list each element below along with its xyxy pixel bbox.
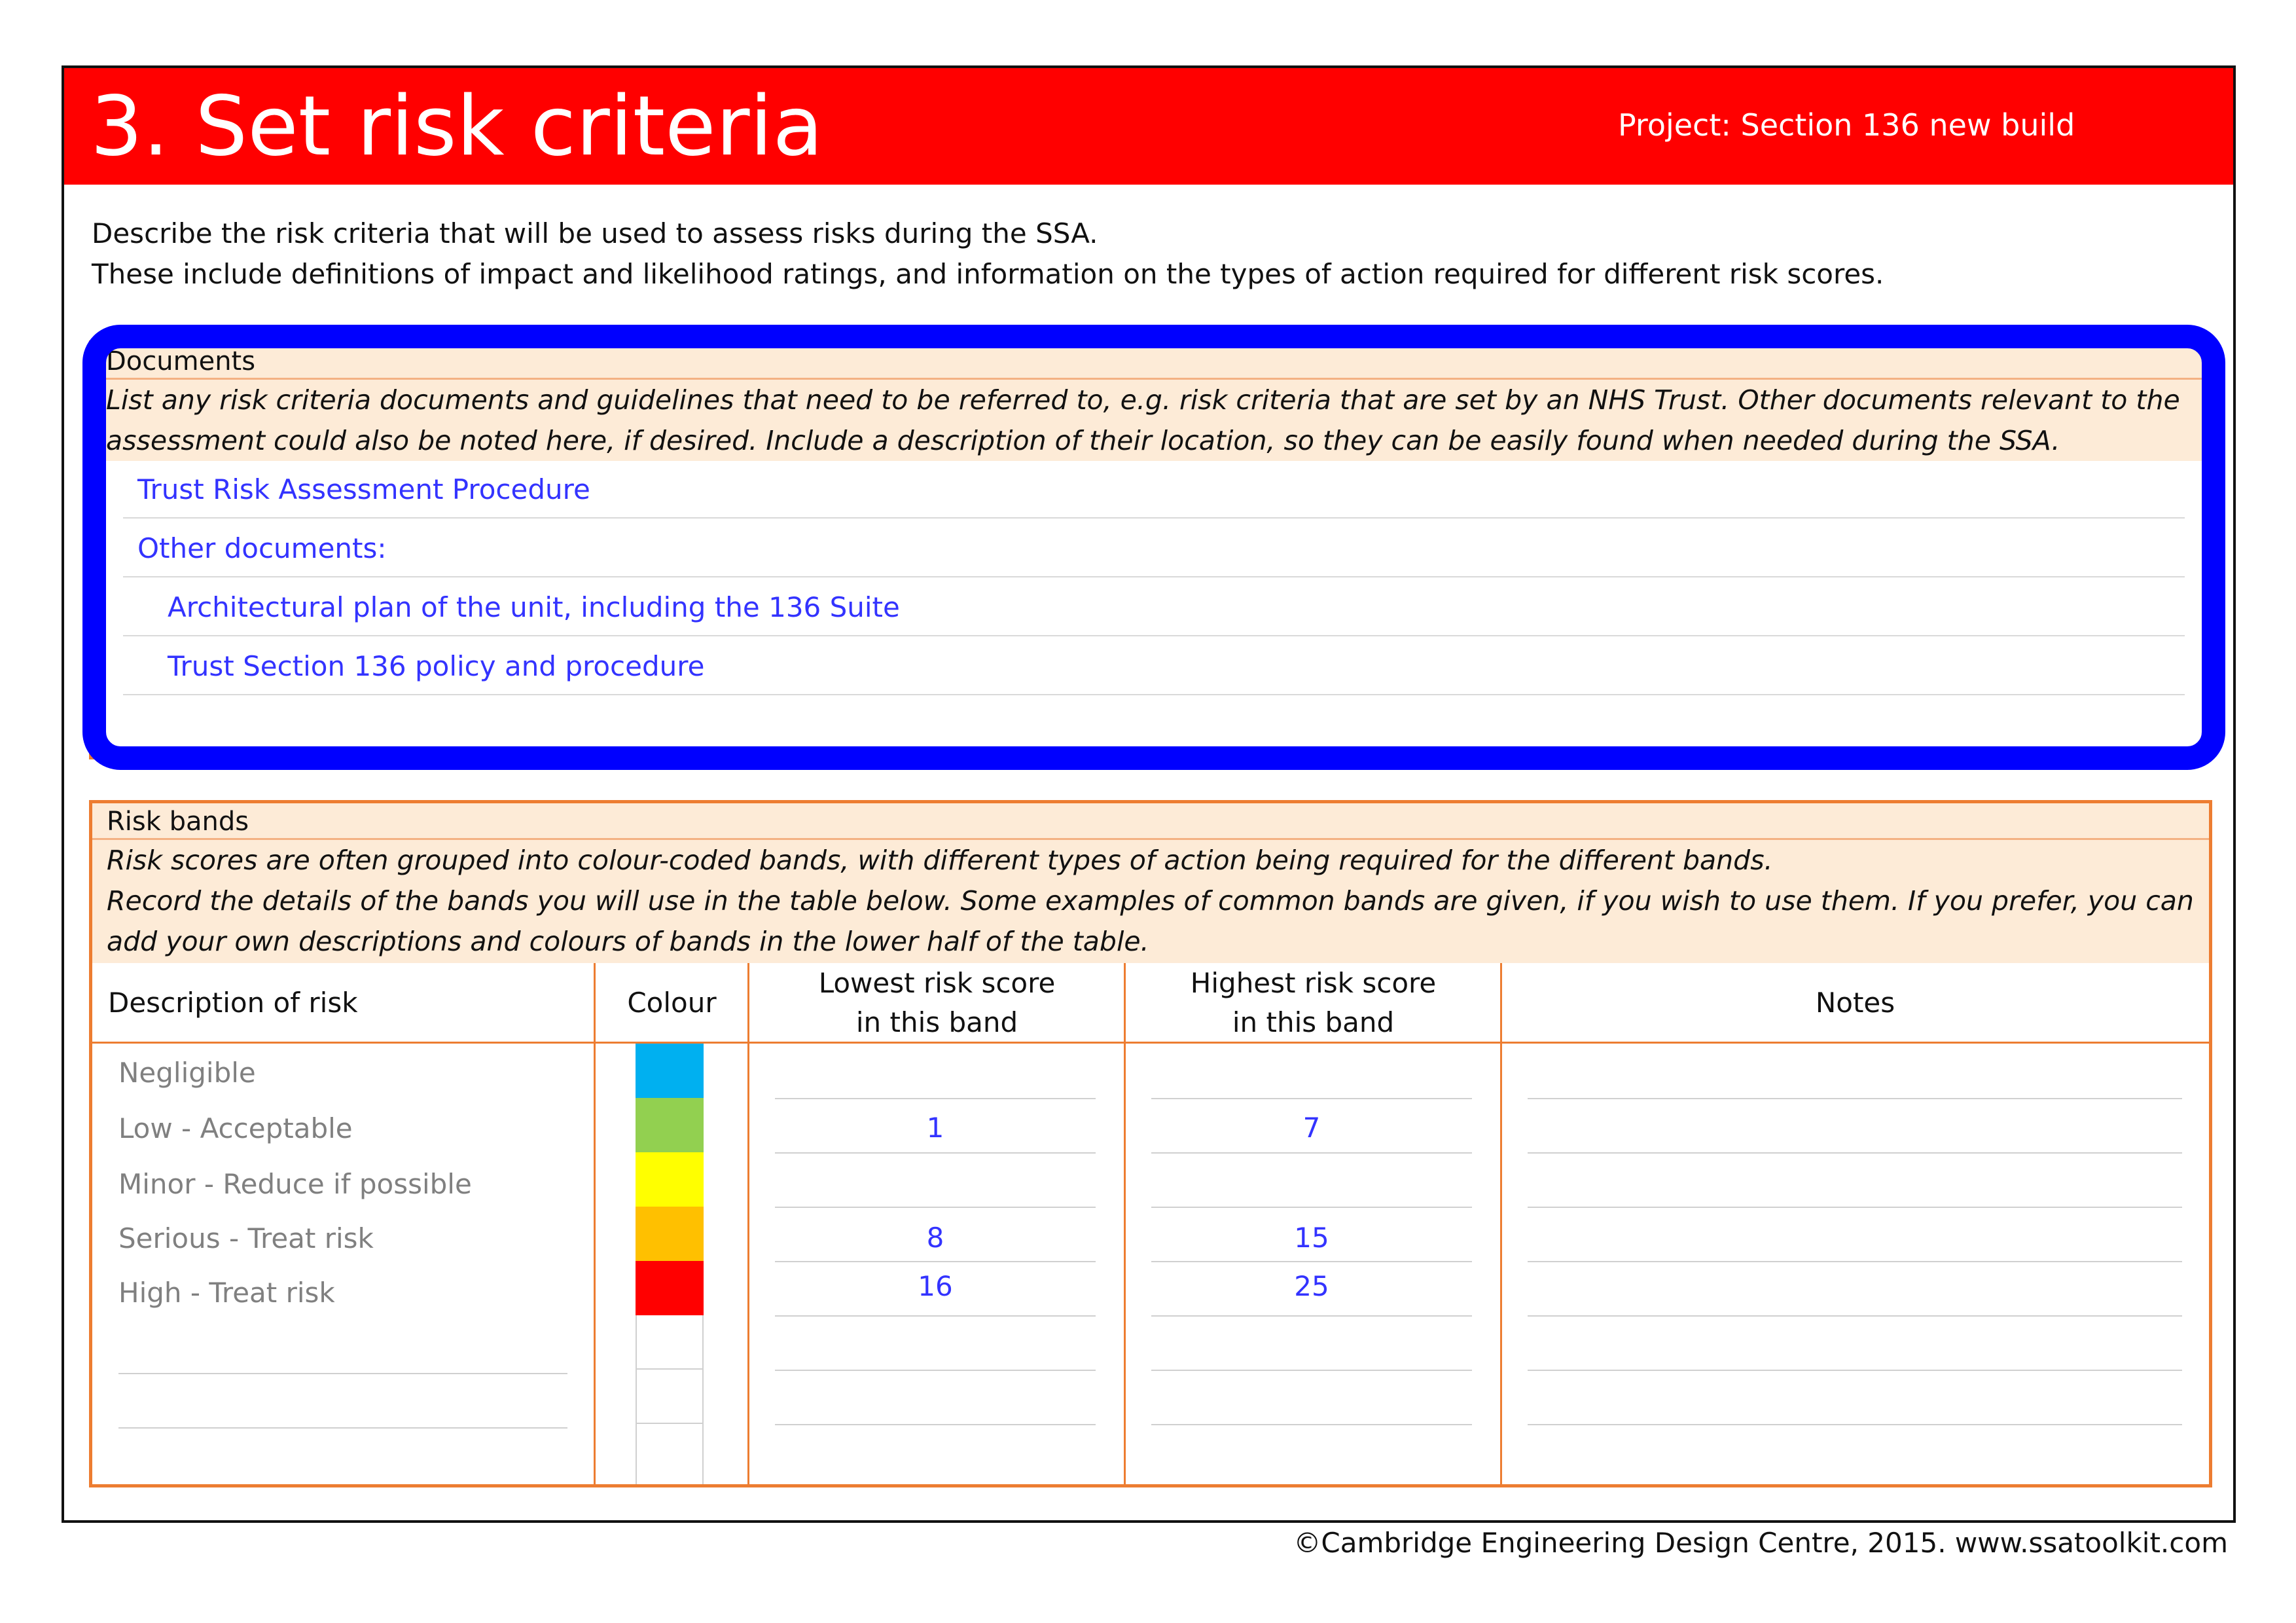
lowest-score-serious[interactable]: 8 xyxy=(926,1222,944,1254)
column-header-lowest-score xyxy=(749,963,1125,1043)
notes-input-line[interactable] xyxy=(1528,1315,2182,1317)
document-item-other-documents[interactable]: Other documents: xyxy=(123,519,2185,577)
highest-score-low[interactable]: 7 xyxy=(1302,1112,1321,1144)
column-header-lowest-line-2: in this band xyxy=(855,1006,1018,1038)
risk-bands-desc-line-1: Risk scores are often grouped into colour-coded bands, with different types of action being required for the different bands. xyxy=(107,845,1773,876)
document-item-architectural-plan[interactable]: Architectural plan of the unit, including the 136 Suite xyxy=(123,577,2185,636)
column-divider-2 xyxy=(747,963,749,1484)
copyright-footer: ©Cambridge Engineering Design Centre, 2015. www.ssatoolkit.com xyxy=(1293,1527,2228,1559)
highest-input-line[interactable] xyxy=(1151,1098,1472,1099)
lowest-input-line[interactable] xyxy=(775,1098,1096,1099)
highest-score-serious[interactable]: 15 xyxy=(1294,1222,1329,1254)
table-header-divider xyxy=(92,1042,2209,1044)
risk-description-low[interactable]: Low - Acceptable xyxy=(118,1112,353,1144)
highest-input-line[interactable] xyxy=(1151,1370,1472,1371)
risk-description-serious[interactable]: Serious - Treat risk xyxy=(118,1222,374,1254)
column-header-highest-line-2: in this band xyxy=(1232,1006,1395,1038)
highest-input-line[interactable] xyxy=(1151,1207,1472,1208)
colour-swatch-low[interactable] xyxy=(636,1098,704,1152)
notes-input-line[interactable] xyxy=(1528,1152,2182,1154)
page-header xyxy=(64,68,2233,185)
risk-bands-title: Risk bands xyxy=(92,803,2209,840)
risk-bands-description xyxy=(92,840,2209,963)
colour-swatch-negligible[interactable] xyxy=(636,1044,704,1098)
column-header-notes: Notes xyxy=(1815,987,1895,1019)
notes-input-line[interactable] xyxy=(1528,1261,2182,1262)
column-header-colour: Colour xyxy=(627,987,717,1019)
notes-input-line[interactable] xyxy=(1528,1424,2182,1425)
lowest-input-line[interactable] xyxy=(775,1207,1096,1208)
project-name: Project: Section 136 new build xyxy=(1618,107,2075,143)
risk-description-high[interactable]: High - Treat risk xyxy=(118,1277,335,1309)
intro-line-1: Describe the risk criteria that will be used to assess risks during the SSA. xyxy=(92,217,1098,249)
highest-score-high[interactable]: 25 xyxy=(1294,1270,1329,1302)
notes-input-line[interactable] xyxy=(1528,1098,2182,1099)
lowest-input-line[interactable] xyxy=(775,1370,1096,1371)
column-divider-3 xyxy=(1124,963,1126,1484)
intro-text xyxy=(92,213,1884,295)
highest-input-line[interactable] xyxy=(1151,1424,1472,1425)
colour-swatch-empty[interactable] xyxy=(636,1424,704,1484)
document-item-section-136-policy[interactable]: Trust Section 136 policy and procedure xyxy=(123,636,2185,695)
lowest-score-low[interactable]: 1 xyxy=(926,1112,944,1144)
intro-line-2: These include definitions of impact and likelihood ratings, and information on the types of action required for different risk scores. xyxy=(92,258,1884,290)
risk-bands-desc-line-2: Record the details of the bands you will use in the table below. Some examples of common bands are given, if you wish to use them. If you prefer, you can xyxy=(107,885,2194,917)
column-header-description: Description of risk xyxy=(108,987,358,1019)
lowest-input-line[interactable] xyxy=(775,1424,1096,1425)
documents-desc-line-1: List any risk criteria documents and guidelines that need to be referred to, e.g. risk criteria that are set by an NHS Trust. Other documents relevant to the xyxy=(106,384,2180,416)
documents-panel xyxy=(89,340,2211,759)
highest-input-line[interactable] xyxy=(1151,1261,1472,1262)
page-title: 3. Set risk criteria xyxy=(90,78,823,174)
lowest-input-line[interactable] xyxy=(775,1261,1096,1262)
colour-swatch-empty[interactable] xyxy=(636,1370,704,1424)
colour-swatch-serious[interactable] xyxy=(636,1207,704,1261)
lowest-input-line[interactable] xyxy=(775,1152,1096,1154)
documents-desc-line-2: assessment could also be noted here, if desired. Include a description of their location, so they can be easily found when needed during the SSA. xyxy=(106,425,2060,456)
documents-description xyxy=(92,380,2208,461)
highest-input-line[interactable] xyxy=(1151,1315,1472,1317)
document-item-trust-risk-procedure[interactable]: Trust Risk Assessment Procedure xyxy=(123,460,2185,519)
highest-input-line[interactable] xyxy=(1151,1152,1472,1154)
colour-swatch-minor[interactable] xyxy=(636,1152,704,1207)
risk-bands-desc-line-3: add your own descriptions and colours of bands in the lower half of the table. xyxy=(107,926,1149,957)
notes-input-line[interactable] xyxy=(1528,1370,2182,1371)
documents-title: Documents xyxy=(92,343,2208,380)
column-header-highest-score xyxy=(1125,963,1501,1043)
description-input-line[interactable] xyxy=(118,1373,567,1374)
notes-input-line[interactable] xyxy=(1528,1207,2182,1208)
risk-description-negligible[interactable]: Negligible xyxy=(118,1057,256,1089)
colour-swatch-empty[interactable] xyxy=(636,1315,704,1370)
lowest-score-high[interactable]: 16 xyxy=(918,1270,953,1302)
risk-description-minor[interactable]: Minor - Reduce if possible xyxy=(118,1168,472,1200)
description-input-line[interactable] xyxy=(118,1427,567,1429)
colour-swatch-high[interactable] xyxy=(636,1261,704,1315)
column-header-highest-line-1: Highest risk score xyxy=(1190,967,1437,999)
risk-bands-panel xyxy=(89,800,2212,1487)
lowest-input-line[interactable] xyxy=(775,1315,1096,1317)
column-divider-4 xyxy=(1500,963,1502,1484)
column-header-lowest-line-1: Lowest risk score xyxy=(818,967,1056,999)
column-divider-1 xyxy=(594,963,596,1484)
